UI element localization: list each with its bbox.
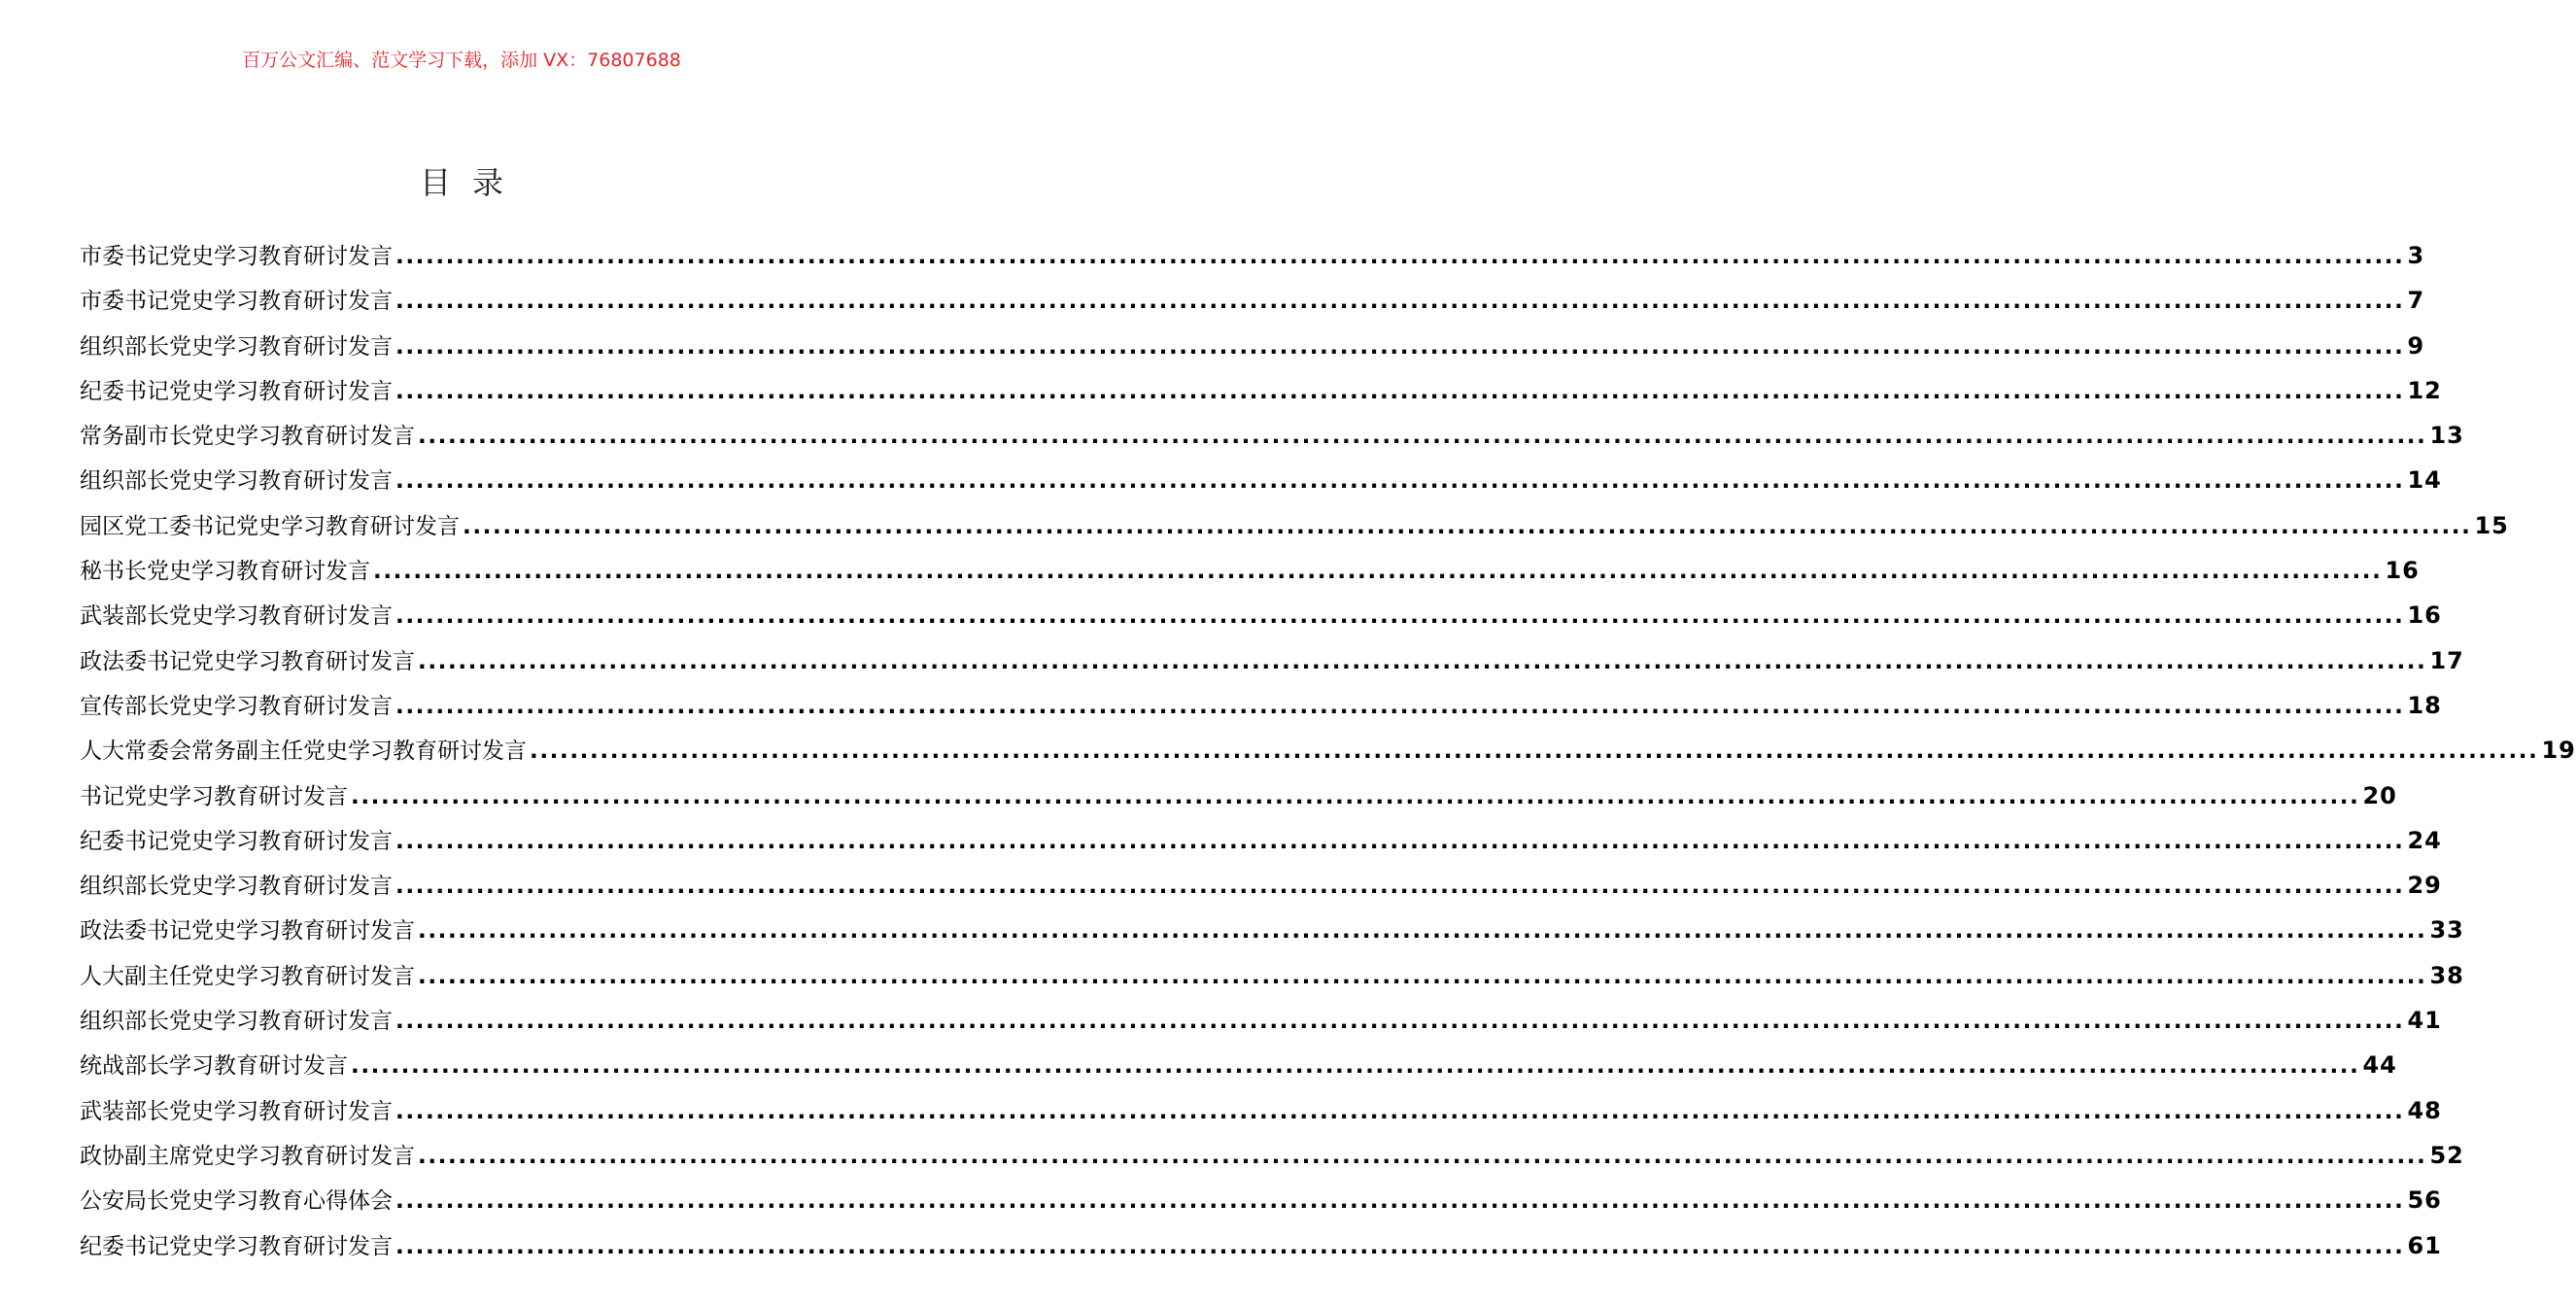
toc-page-number: 15 [2474,511,2509,539]
toc-entry-title: 组织部长党史学习教育研讨发言 [80,874,393,900]
toc-entry-title: 人大副主任党史学习教育研讨发言 [80,963,415,989]
toc-entry-title: 书记党史学习教育研讨发言 [80,783,348,809]
toc-entry-title: 市委书记党史学习教育研讨发言 [80,289,393,315]
toc-page-number: 52 [2429,1141,2464,1169]
dot-leader: ........................................................................................................................................................................................................ [351,783,2360,809]
toc-entry-title: 统战部长学习教育研讨发言 [80,1053,348,1080]
toc-entry-title: 武装部长党史学习教育研讨发言 [80,603,393,630]
toc-entry[interactable] [80,1223,2442,1268]
toc-title: 目录 [419,164,525,201]
dot-leader: ........................................................................................................................................................................................................ [395,468,2405,495]
dot-leader: ........................................................................................................................................................................................................ [418,648,2427,674]
toc-entry[interactable] [80,1088,2442,1133]
toc-entry-title: 人大常委会常务副主任党史学习教育研讨发言 [80,739,527,765]
toc-entry-title: 组织部长党史学习教育研讨发言 [80,1009,393,1035]
dot-leader: ........................................................................................................................................................................................................ [395,828,2405,854]
dot-leader: ........................................................................................................................................................................................................ [530,739,2539,765]
dot-leader: ........................................................................................................................................................................................................ [395,1188,2405,1215]
toc-entry[interactable] [80,953,2464,998]
toc-page-number: 3 [2407,242,2425,269]
toc-entry[interactable] [80,1043,2397,1087]
toc-page-number: 41 [2407,1007,2442,1035]
toc-page-number: 16 [2407,601,2442,630]
dot-leader: ........................................................................................................................................................................................................ [395,333,2405,360]
dot-leader: ........................................................................................................................................................................................................ [418,424,2427,450]
toc-page-number: 33 [2429,916,2464,945]
dot-leader: ........................................................................................................................................................................................................ [373,559,2383,585]
toc-page-number: 24 [2407,826,2442,854]
toc-entry-title: 常务副市长党史学习教育研讨发言 [80,424,415,450]
toc-entry-title: 宣传部长党史学习教育研讨发言 [80,693,393,719]
dot-leader: ........................................................................................................................................................................................................ [395,1009,2405,1035]
toc-entry[interactable] [80,1133,2464,1178]
toc-page-number: 9 [2407,331,2425,360]
toc-entry-title: 组织部长党史学习教育研讨发言 [80,468,393,495]
toc-entry-title: 政法委书记党史学习教育研讨发言 [80,918,415,945]
dot-leader: ........................................................................................................................................................................................................ [395,289,2405,315]
toc-page-number: 14 [2407,466,2442,495]
toc-entry[interactable] [80,863,2442,908]
toc-page-number: 19 [2541,737,2576,765]
toc-page-number: 56 [2407,1186,2442,1215]
toc-list [80,233,2576,1268]
toc-page-number: 16 [2385,557,2420,585]
toc-entry-title: 公安局长党史学习教育心得体会 [80,1188,393,1215]
toc-entry[interactable] [80,728,2576,773]
toc-page-number: 61 [2407,1231,2442,1259]
toc-entry[interactable] [80,638,2464,683]
toc-entry[interactable] [80,368,2442,413]
toc-page-number: 17 [2429,646,2464,674]
toc-entry[interactable] [80,278,2425,323]
toc-page-number: 13 [2429,422,2464,450]
toc-entry-title: 政法委书记党史学习教育研讨发言 [80,648,415,674]
dot-leader: ........................................................................................................................................................................................................ [418,918,2427,945]
toc-entry[interactable] [80,1178,2442,1222]
toc-entry[interactable] [80,818,2442,863]
toc-entry[interactable] [80,908,2464,952]
toc-entry[interactable] [80,324,2425,368]
toc-page-number: 29 [2407,872,2442,900]
toc-entry[interactable] [80,548,2420,593]
dot-leader: ........................................................................................................................................................................................................ [395,1233,2405,1259]
toc-page-number: 18 [2407,691,2442,719]
toc-entry[interactable] [80,503,2509,548]
dot-leader: ........................................................................................................................................................................................................ [395,378,2405,404]
toc-entry[interactable] [80,413,2464,458]
toc-entry[interactable] [80,593,2442,637]
dot-leader: ........................................................................................................................................................................................................ [395,874,2405,900]
toc-entry[interactable] [80,773,2397,818]
toc-entry-title: 纪委书记党史学习教育研讨发言 [80,1233,393,1259]
header-watermark-note: 百万公文汇编、范文学习下载，添加 VX：76807688 [242,50,681,71]
toc-entry[interactable] [80,998,2442,1043]
dot-leader: ........................................................................................................................................................................................................ [463,513,2472,539]
toc-entry-title: 园区党工委书记党史学习教育研讨发言 [80,513,460,539]
dot-leader: ........................................................................................................................................................................................................ [395,603,2405,630]
dot-leader: ........................................................................................................................................................................................................ [418,963,2427,989]
toc-page-number: 44 [2362,1051,2397,1080]
toc-page-number: 48 [2407,1096,2442,1124]
toc-page-number: 12 [2407,376,2442,404]
toc-page-number: 7 [2407,287,2425,315]
toc-entry[interactable] [80,233,2425,278]
toc-page-number: 38 [2429,961,2464,989]
toc-entry-title: 政协副主席党史学习教育研讨发言 [80,1143,415,1169]
toc-entry[interactable] [80,458,2442,502]
dot-leader: ........................................................................................................................................................................................................ [395,693,2405,719]
toc-entry-title: 武装部长党史学习教育研讨发言 [80,1098,393,1124]
toc-page-number: 20 [2362,781,2397,809]
toc-entry-title: 市委书记党史学习教育研讨发言 [80,244,393,269]
dot-leader: ........................................................................................................................................................................................................ [395,1098,2405,1124]
toc-entry-title: 纪委书记党史学习教育研讨发言 [80,828,393,854]
dot-leader: ........................................................................................................................................................................................................ [351,1053,2360,1080]
dot-leader: ........................................................................................................................................................................................................ [395,244,2405,269]
toc-entry-title: 组织部长党史学习教育研讨发言 [80,333,393,360]
toc-entry-title: 秘书长党史学习教育研讨发言 [80,559,370,585]
toc-entry-title: 纪委书记党史学习教育研讨发言 [80,378,393,404]
dot-leader: ........................................................................................................................................................................................................ [418,1143,2427,1169]
toc-entry[interactable] [80,683,2442,728]
